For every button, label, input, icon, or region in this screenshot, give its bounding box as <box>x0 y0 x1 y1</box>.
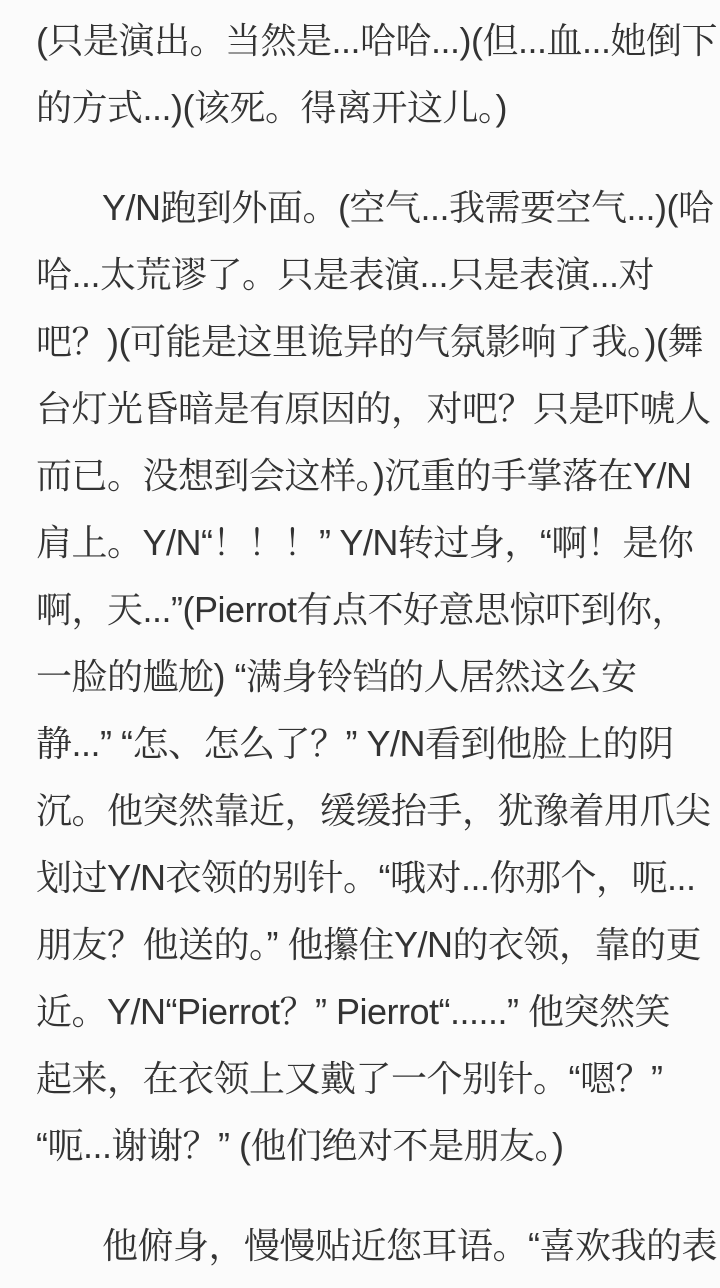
text-line: 的方式...)(该死。得离开这儿。) <box>36 87 507 128</box>
text-line: 他俯身，慢慢贴近您耳语。“喜欢我的表 <box>102 1225 717 1266</box>
paragraph <box>36 7 717 141</box>
text-line: 划过Y/N衣领的别针。“哦对...你那个，呃... <box>36 857 696 898</box>
text-line: 沉。他突然靠近，缓缓抬手，犹豫着用爪尖 <box>36 790 711 831</box>
text-line: 哈...太荒谬了。只是表演...只是表演...对 <box>36 254 655 295</box>
text-line: 一脸的尴尬) “满身铃铛的人居然这么安 <box>36 656 637 697</box>
text-line: 吧？)(可能是这里诡异的气氛影响了我。)(舞 <box>36 321 703 362</box>
text-line: 而已。没想到会这样。)沉重的手掌落在Y/N <box>36 455 692 496</box>
text-line: Y/N跑到外面。(空气...我需要空气...)(哈 <box>102 187 714 228</box>
paragraph <box>36 1212 717 1279</box>
text-line: (只是演出。当然是...哈哈...)(但...血...她倒下 <box>36 20 717 61</box>
text-line: 啊，天...”(Pierrot有点不好意思惊吓到你， <box>36 589 688 630</box>
text-line: 近。Y/N“Pierrot？” Pierrot“......” 他突然笑 <box>36 991 671 1032</box>
story-text <box>36 7 717 1279</box>
text-line: “呃...谢谢？” (他们绝对不是朋友。) <box>36 1125 564 1166</box>
text-line: 起来，在衣领上又戴了一个别针。“嗯？” <box>36 1058 663 1099</box>
text-line: 台灯光昏暗是有原因的，对吧？只是吓唬人 <box>36 388 711 429</box>
paragraph <box>36 174 714 1179</box>
text-line: 朋友？他送的。” 他攥住Y/N的衣领，靠的更 <box>36 924 702 965</box>
text-line: 静...” “怎、怎么了？” Y/N看到他脸上的阴 <box>36 723 674 764</box>
text-line: 肩上。Y/N“！！！” Y/N转过身，“啊！是你 <box>36 522 694 563</box>
